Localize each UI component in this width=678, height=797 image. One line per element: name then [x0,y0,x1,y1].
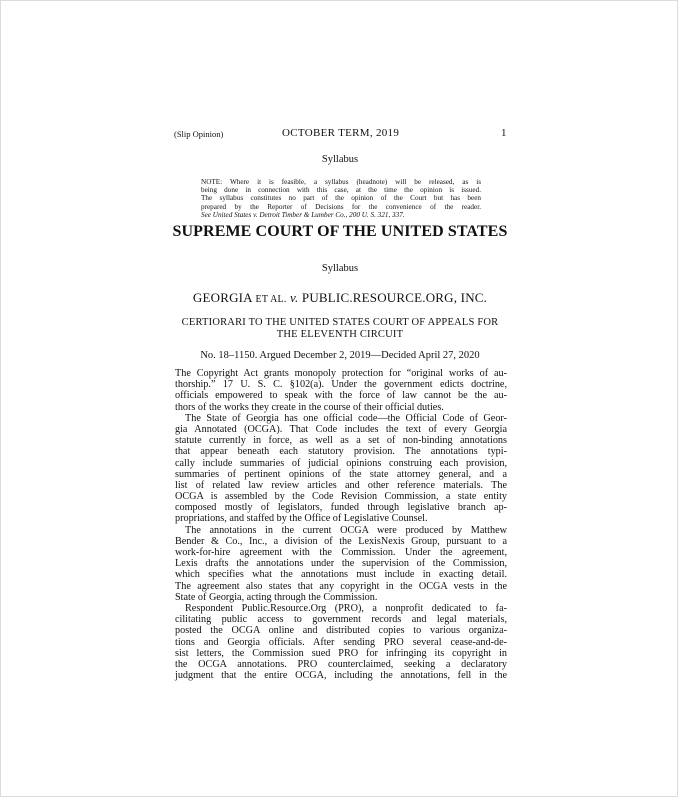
certiorari-line: CERTIORARI TO THE UNITED STATES COURT OF APPEALS FOR [181,317,499,328]
term-heading: OCTOBER TERM, 2019 [282,127,400,139]
caption-et-al: ET AL. [255,294,287,305]
note-line: NOTE: Where it is feasible, a syllabus (headnote) will be released, as is [201,178,481,186]
caption-petitioner: GEORGIA [192,290,256,305]
body-line: tions and Georgia officials. After sending PRO several cease-and-de- [175,636,507,648]
case-caption [1,290,678,306]
body-line: posted the OCGA online and distributed copies to various organiza- [175,625,507,637]
body-line: summaries of pertinent opinions of the state attorney general, and a [175,468,507,480]
note-line: See United States v. Detroit Timber & Lumber Co., 200 U. S. 321, 337. [201,210,405,219]
body-line: The Copyright Act grants monopoly protection for “original works of au- [175,368,507,379]
certiorari-heading [1,317,678,341]
body-line: Bender & Co., Inc., a division of the LexisNexis Group, pursuant to a [175,535,507,547]
body-line: propriations, and staffed by the Office of Legislative Counsel. [175,513,428,525]
body-line: The agreement also states that any copyright in the OCGA vests in the [175,580,507,592]
body-line: The State of Georgia has one official code—the Official Code of Geor- [185,412,507,424]
body-line: gia Annotated (OCGA). That Code includes the text of every Georgia [175,423,507,435]
caption-respondent: PUBLIC.RESOURCE.ORG, INC. [301,290,488,305]
body-line: cally include summaries of judicial opinions construing each provision, [175,457,507,469]
body-line: Respondent Public.Resource.Org (PRO), a nonprofit dedicated to fa- [185,602,507,614]
body-line: sist letters, the Commission sued PRO for infringing its copyright in [175,647,507,659]
body-line: thors of the works they create in the course of their official duties. [175,401,444,413]
court-name: SUPREME COURT OF THE UNITED STATES [172,223,508,240]
body-line: judgment that the entire OCGA, including the annotations, fell in the [175,670,507,682]
syllabus-heading-2: Syllabus [321,263,359,274]
body-line: composed mostly of legislators, funded through legislative branch ap- [175,502,507,514]
body-line: statute currently in force, as well as a set of non-binding annotations [175,435,507,447]
note-line: The syllabus constitutes no part of the opinion of the Court but has been [201,194,481,203]
body-line: Lexis drafts the annotations under the supervision of the Commission, [175,558,507,570]
body-line: work-for-hire agreement with the Commission. Under the agreement, [175,547,507,558]
docket-line: No. 18–1150. Argued December 2, 2019—Decided April 27, 2020 [200,350,480,361]
body-line: list of related law review articles and other reference materials. The [175,479,507,491]
certiorari-line: THE ELEVENTH CIRCUIT [276,329,404,340]
slip-opinion-label: (Slip Opinion) [174,129,224,139]
note-line: prepared by the Reporter of Decisions for the convenience of the reader. [201,202,481,211]
note-line: being done in connection with this case, at the time the opinion is issued. [201,186,481,195]
body-line: officials empowered to speak with the force of law cannot be the au- [175,390,507,402]
headnote-note [201,178,481,219]
body-line: which specifies what the annotations must include in exacting detail. [175,569,507,581]
body-line: cilitating public access to government records and legal materials, [175,614,507,626]
body-line: the OCGA annotations. PRO counterclaimed, seeking a declaratory [175,658,507,670]
body-line: that appear beneath each statutory provision. The annotations typi- [175,446,507,458]
body-line: The annotations in the current OCGA were produced by Matthew [185,524,507,536]
syllabus-heading: Syllabus [321,154,359,165]
body-line: State of Georgia, acting through the Commission. [175,591,378,603]
syllabus-body [175,368,507,681]
caption-versus: v. [286,290,302,305]
body-line: thorship.” 17 U. S. C. §102(a). Under the government edicts doctrine, [175,379,507,391]
page-number: 1 [501,127,507,139]
body-line: OCGA is assembled by the Code Revision Commission, a state entity [175,491,507,503]
